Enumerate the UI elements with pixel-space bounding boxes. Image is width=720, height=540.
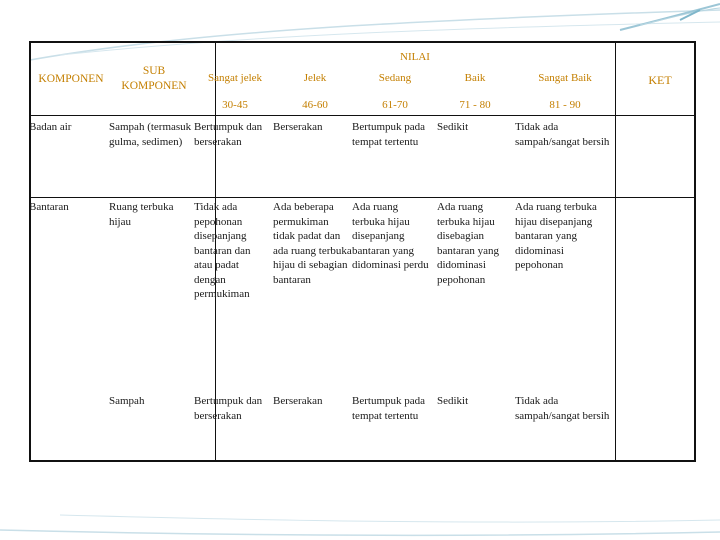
row1-sangat-jelek: Bertumpuk dan berserakan bbox=[194, 121, 263, 148]
table-divider bbox=[31, 197, 694, 198]
grade-baik: Baik bbox=[464, 72, 486, 84]
row1-sedang: Bertumpuk pada tempat tertentu bbox=[352, 121, 426, 148]
row2-sub: Ruang terbuka hijau bbox=[109, 201, 174, 228]
row2-sangat-baik: Ada ruang terbuka hijau disepanjang bantaran yang didominasi pepohonan bbox=[515, 201, 597, 271]
row3-sedang: Bertumpuk pada tempat tertentu bbox=[352, 395, 426, 422]
ket-header: KET bbox=[648, 73, 672, 87]
range-jelek: 46-60 bbox=[302, 99, 328, 111]
row3-sangat-jelek: Bertumpuk dan berserakan bbox=[194, 395, 263, 422]
row3-sub: Sampah bbox=[109, 395, 145, 407]
range-sangat-baik: 81 - 90 bbox=[549, 99, 581, 111]
range-baik: 71 - 80 bbox=[459, 99, 491, 111]
sub-komponen-header-line2: KOMPONEN bbox=[121, 80, 187, 92]
row2-jelek: Ada beberapa permukiman tidak padat dan ada ruang terbuka hijau di sebagian bantaran bbox=[273, 201, 352, 286]
grade-sangat-baik: Sangat Baik bbox=[538, 72, 592, 84]
row1-sangat-baik: Tidak ada sampah/sangat bersih bbox=[515, 121, 610, 148]
nilai-header: NILAI bbox=[400, 51, 430, 63]
row3-jelek: Berserakan bbox=[273, 395, 323, 407]
row3-baik: Sedikit bbox=[437, 395, 469, 407]
row1-baik: Sedikit bbox=[437, 121, 469, 133]
range-sangat-jelek: 30-45 bbox=[222, 99, 248, 111]
range-sedang: 61-70 bbox=[382, 99, 408, 111]
grade-jelek: Jelek bbox=[303, 72, 327, 84]
row3-sangat-baik: Tidak ada sampah/sangat bersih bbox=[515, 395, 610, 422]
row2-sangat-jelek: Tidak ada pepohonan disepanjang bantaran dan atau padat dengan permukiman bbox=[194, 201, 251, 300]
row2-komponen: Bantaran bbox=[29, 201, 69, 213]
komponen-header: KOMPONEN bbox=[38, 73, 104, 85]
row1-komponen: Badan air bbox=[29, 121, 72, 133]
table-divider bbox=[31, 115, 694, 116]
row2-baik: Ada ruang terbuka hijau disebagian bantaran yang didominasi pepohonan bbox=[437, 201, 499, 286]
grade-sedang: Sedang bbox=[378, 72, 412, 84]
row1-sub: Sampah (termasuk gulma, sedimen) bbox=[109, 121, 192, 148]
row2-sedang: Ada ruang terbuka hijau disepanjang bantaran yang didominasi perdu bbox=[352, 201, 429, 271]
grade-sangat-jelek: Sangat jelek bbox=[207, 72, 263, 84]
sub-komponen-header-line1: SUB bbox=[142, 65, 166, 77]
assessment-table bbox=[29, 41, 696, 462]
row1-jelek: Berserakan bbox=[273, 121, 323, 133]
